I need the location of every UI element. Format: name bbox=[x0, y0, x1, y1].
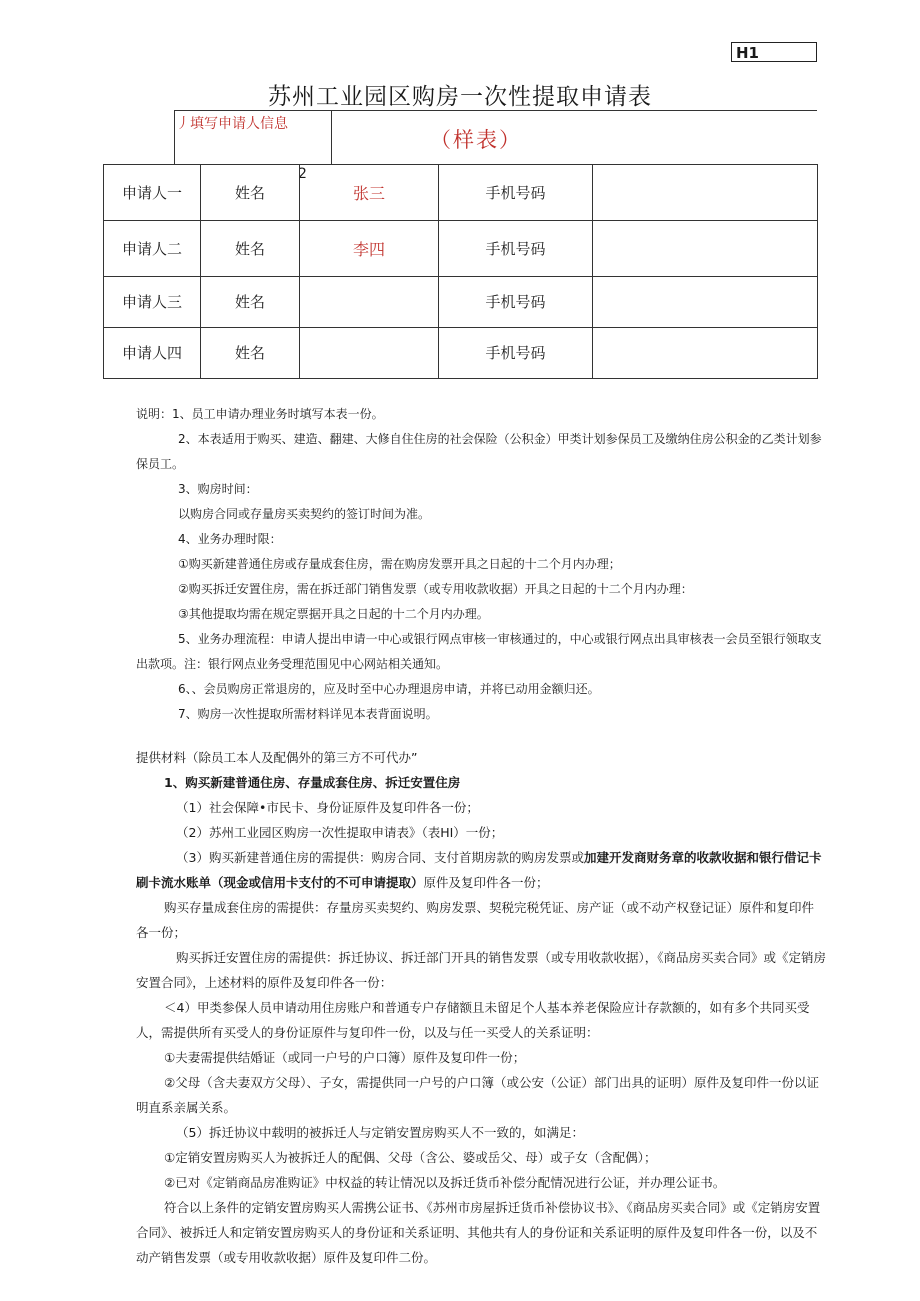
table-row bbox=[104, 165, 818, 221]
table-row bbox=[104, 220, 818, 276]
phone-label: 手机号码 bbox=[439, 276, 593, 327]
note-item: ③其他提取均需在规定票据开具之日起的十二个月内办理。 bbox=[178, 607, 489, 621]
phone-label: 手机号码 bbox=[439, 165, 593, 221]
material-item bbox=[136, 845, 826, 895]
material-text: （3）购买新建普通住房的需提供：购房合同、支付首期房款的购房发票或 bbox=[176, 850, 584, 865]
note-item: ②购买拆迁安置住房，需在拆迁部门销售发票（或专用收款收据）开具之日起的十二个月内办理： bbox=[178, 582, 693, 596]
name-label: 姓名 bbox=[201, 327, 300, 378]
applicant-label: 申请人四 bbox=[104, 327, 201, 378]
note-item: 2、本表适用于购买、建造、翻建、大修自住住房的社会保险（公积金）甲类计划参保员工及缴纳住房公积金的乙类计划参保员工。 bbox=[136, 432, 822, 471]
materials-heading: 提供材料（除员工本人及配偶外的第三方不可代办” bbox=[136, 750, 418, 765]
materials-subheading: 1、购买新建普通住房、存量成套住房、拆迁安置住房 bbox=[164, 775, 461, 790]
phone-label: 手机号码 bbox=[439, 220, 593, 276]
page-title: 苏州工业园区购房一次性提取申请表 bbox=[268, 84, 652, 110]
material-text: 原件及复印件各一份； bbox=[423, 875, 549, 890]
name-label: 姓名 bbox=[201, 165, 300, 221]
material-item: ＜4）甲类参保人员申请动用住房账户和普通专户存储额且未留足个人基本养老保险应计存款额的，如有多个共同买受人，需提供所有买受人的身份证原件与复印件一份，以及与任一买受人的关系证明： bbox=[136, 1000, 810, 1040]
note-item: ①购买新建普通住房或存量成套住房，需在购房发票开具之日起的十二个月内办理； bbox=[178, 557, 621, 571]
name-label: 姓名 bbox=[201, 276, 300, 327]
material-item: （5）拆迁协议中载明的被拆迁人与定销安置房购买人不一致的，如满足： bbox=[176, 1125, 584, 1140]
note-item: 说明：1、员工申请办理业务时填写本表一份。 bbox=[136, 407, 384, 421]
note-item: 3、购房时间： bbox=[178, 482, 258, 496]
phone-field[interactable] bbox=[593, 276, 818, 327]
material-item: 符合以上条件的定销安置房购买人需携公证书、《苏州市房屋拆迁货币补偿协议书》、《商品房买卖合同》或《定销房安置合同》、被拆迁人和定销安置房购买人的身份证和关系证明、其他共有人的身份证和关系证明的原件及复印件各一份，以及不动产销售发票（或专用收款收据）原件及复印件二份。 bbox=[136, 1200, 821, 1265]
note-item: 4、业务办理时限： bbox=[178, 532, 282, 546]
phone-field[interactable] bbox=[593, 165, 818, 221]
phone-field[interactable] bbox=[593, 327, 818, 378]
material-item: 购买拆迁安置住房的需提供：拆迁协议、拆迁部门开具的销售发票（或专用收款收据），《商品房买卖合同》或《定销房安置合同》，上述材料的原件及复印件各一份： bbox=[136, 950, 827, 990]
material-item: ①定销安置房购买人为被拆迁人的配偶、父母（含公、婆或岳父、母）或子女（含配偶）； bbox=[164, 1150, 657, 1165]
name-field[interactable]: 张三 bbox=[300, 165, 439, 221]
note-item: 以购房合同或存量房买卖契约的签订时间为准。 bbox=[178, 507, 431, 521]
material-item: ②已对《定销商品房准购证》中权益的转让情况以及拆迁货币补偿分配情况进行公证，并办理公证书。 bbox=[164, 1175, 726, 1190]
sample-mark: （样表） bbox=[430, 128, 522, 152]
phone-label: 手机号码 bbox=[439, 327, 593, 378]
applicant-label: 申请人三 bbox=[104, 276, 201, 327]
name-field[interactable] bbox=[300, 276, 439, 327]
note-item: 7、购房一次性提取所需材料详见本表背面说明。 bbox=[178, 707, 438, 721]
materials-section bbox=[136, 745, 826, 1270]
name-field[interactable]: 李四 bbox=[300, 220, 439, 276]
material-item: ①夫妻需提供结婚证（或同一户号的户口簿）原件及复印件一份； bbox=[164, 1050, 526, 1065]
material-item: ②父母（含夫妻双方父母）、子女，需提供同一户号的户口簿（或公安（公证）部门出具的证明）原件及复印件一份以证明直系亲属关系。 bbox=[136, 1075, 819, 1115]
applicant-label: 申请人二 bbox=[104, 220, 201, 276]
material-bold-text: 加建开发商财务章的收款收据和银行借记卡刷卡流水账单（现金或信用卡支付的不可申请提取） bbox=[136, 850, 822, 890]
name-label: 姓名 bbox=[201, 220, 300, 276]
applicant-label: 申请人一 bbox=[104, 165, 201, 221]
material-item: （1）社会保障•市民卡、身份证原件及复印件各一份； bbox=[176, 800, 479, 815]
material-item: （2）苏州工业园区购房一次性提取申请表》（表HI）一份； bbox=[176, 825, 504, 840]
name-field[interactable] bbox=[300, 327, 439, 378]
stray-number: 2 bbox=[298, 166, 307, 182]
note-item: 5、业务办理流程：申请人提出申请一中心或银行网点审核一审核通过的，中心或银行网点出具审核表一会员至银行领取支出款项。注：银行网点业务受理范围见中心网站相关通知。 bbox=[136, 632, 822, 671]
table-row bbox=[104, 327, 818, 378]
form-code: H1 bbox=[731, 42, 817, 62]
section-label: 丿填写申请人信息 bbox=[176, 116, 288, 132]
phone-field[interactable] bbox=[593, 220, 818, 276]
note-item: 6、、会员购房正常退房的，应及时至中心办理退房申请，并将已动用金额归还。 bbox=[178, 682, 600, 696]
table-row bbox=[104, 276, 818, 327]
applicant-table bbox=[103, 164, 818, 379]
notes-section bbox=[136, 402, 826, 727]
material-item: 购买存量成套住房的需提供：存量房买卖契约、购房发票、契税完税凭证、房产证（或不动产权登记证）原件和复印件各一份； bbox=[136, 900, 815, 940]
